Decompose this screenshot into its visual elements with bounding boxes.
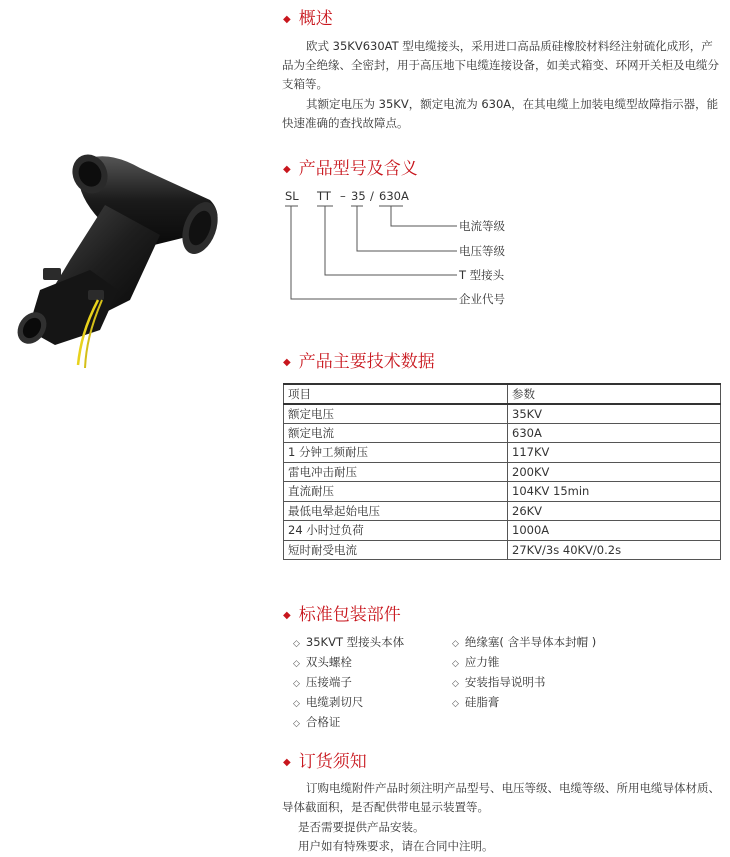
section-title-text: 订货须知 — [298, 752, 367, 772]
diamond-icon: ◆ — [283, 14, 291, 25]
table-header-row — [284, 384, 721, 404]
list-item: ◇ 35KVT 型接头本体 — [293, 635, 405, 649]
model-code-tt: TT — [317, 189, 331, 203]
spec-value: 1000A — [508, 521, 721, 541]
model-code-voltage: 35 — [351, 189, 366, 203]
model-code-current: 630A — [379, 189, 409, 203]
model-code-sl: SL — [285, 189, 299, 203]
diamond-icon: ◆ — [283, 164, 291, 175]
section-title-order — [283, 752, 367, 773]
list-item: ◇ 电缆剥切尺 — [293, 695, 364, 709]
model-meaning-voltage: 电压等级 — [459, 244, 505, 258]
section-title-model — [283, 159, 418, 180]
spec-name: 1 分钟工频耐压 — [284, 443, 508, 463]
list-item: ◇ 应力锥 — [452, 655, 500, 669]
table-header-value: 参数 — [508, 384, 721, 404]
table-row — [284, 540, 721, 560]
table-row — [284, 423, 721, 443]
order-paragraph-1: 订购电缆附件产品时须注明产品型号、电压等级、电缆等级、所用电缆导体材质、导体截面积，是否配供带电显示装置等。 — [282, 781, 720, 814]
section-title-text: 概述 — [298, 9, 333, 29]
model-meaning-company: 企业代号 — [459, 292, 505, 306]
spec-name: 直流耐压 — [284, 482, 508, 502]
list-item: ◇ 安装指导说明书 — [452, 675, 546, 689]
list-item: ◇ 合格证 — [293, 715, 341, 729]
section-title-package — [283, 605, 401, 626]
spec-name: 24 小时过负荷 — [284, 521, 508, 541]
table-row — [284, 404, 721, 424]
table-row — [284, 462, 721, 482]
list-item: ◇ 双头螺栓 — [293, 655, 352, 669]
diamond-icon: ◆ — [283, 610, 291, 621]
section-title-overview — [283, 9, 333, 30]
model-meaning-current: 电流等级 — [459, 219, 505, 233]
overview-paragraph-2: 其额定电压为 35KV，额定电流为 630A，在其电缆上加装电缆型故障指示器，能快速准确的查找故障点。 — [282, 97, 719, 130]
section-title-text: 产品主要技术数据 — [298, 352, 435, 372]
list-item: ◇ 压接端子 — [293, 675, 352, 689]
section-title-text: 产品型号及含义 — [298, 159, 418, 179]
spec-value: 27KV/3s 40KV/0.2s — [508, 540, 721, 560]
spec-name: 额定电压 — [284, 404, 508, 424]
hollow-diamond-icon: ◇ — [293, 699, 300, 709]
spec-value: 200KV — [508, 462, 721, 482]
order-paragraph-2: 是否需要提供产品安装。 — [298, 820, 425, 834]
table-row — [284, 501, 721, 521]
model-code-diagram — [285, 188, 545, 313]
section-title-text: 标准包装部件 — [298, 605, 401, 625]
hollow-diamond-icon: ◇ — [293, 639, 300, 649]
spec-name: 最低电晕起始电压 — [284, 501, 508, 521]
order-paragraph-3: 用户如有特殊要求，请在合同中注明。 — [298, 839, 494, 853]
model-code-slash: / — [370, 189, 374, 203]
product-image — [10, 150, 240, 370]
table-row — [284, 443, 721, 463]
list-item: ◇ 硅脂膏 — [452, 695, 500, 709]
package-list — [293, 634, 730, 729]
hollow-diamond-icon: ◇ — [452, 679, 459, 689]
section-title-specs — [283, 352, 435, 373]
hollow-diamond-icon: ◇ — [452, 699, 459, 709]
hollow-diamond-icon: ◇ — [293, 679, 300, 689]
spec-name: 额定电流 — [284, 423, 508, 443]
spec-table — [283, 383, 721, 560]
list-item: ◇ 绝缘塞( 含半导体本封帽 ) — [452, 635, 597, 649]
table-header-item: 项目 — [284, 384, 508, 404]
spec-value: 104KV 15min — [508, 482, 721, 502]
model-leader-lines — [285, 206, 457, 299]
table-row — [284, 482, 721, 502]
diamond-icon: ◆ — [283, 757, 291, 768]
hollow-diamond-icon: ◇ — [452, 659, 459, 669]
spec-name: 雷电冲击耐压 — [284, 462, 508, 482]
spec-value: 117KV — [508, 443, 721, 463]
spec-value: 35KV — [508, 404, 721, 424]
overview-paragraph-1: 欧式 35KV630AT 型电缆接头，采用进口高品质硅橡胶材料经注射硫化成形，产品为全绝缘、全密封，用于高压地下电缆连接设备，如美式箱变、环网开关柜及电缆分支箱等。 — [282, 39, 719, 91]
hollow-diamond-icon: ◇ — [293, 719, 300, 729]
model-meaning-type: T 型接头 — [459, 268, 505, 282]
model-code-sep: – — [340, 189, 346, 203]
spec-name: 短时耐受电流 — [284, 540, 508, 560]
diamond-icon: ◆ — [283, 357, 291, 368]
hollow-diamond-icon: ◇ — [293, 659, 300, 669]
table-row — [284, 521, 721, 541]
hollow-diamond-icon: ◇ — [452, 639, 459, 649]
spec-value: 26KV — [508, 501, 721, 521]
spec-value: 630A — [508, 423, 721, 443]
